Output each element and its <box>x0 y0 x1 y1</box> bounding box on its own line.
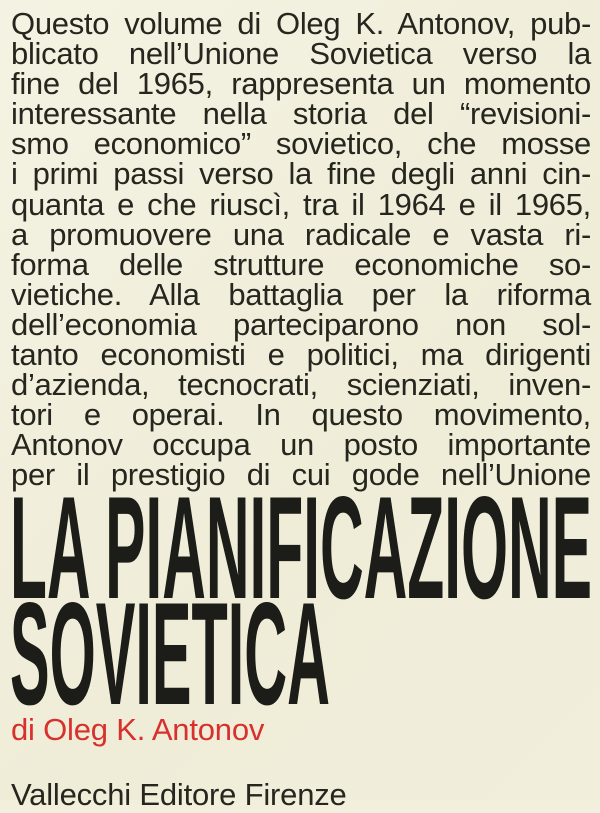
blurb-line: vietiche. Alla battaglia per la riforma <box>11 276 591 312</box>
blurb-line: d’azienda, tecnocrati, scienziati, inven- <box>11 367 591 403</box>
blurb-line: blicato nell’Unione Sovietica verso la <box>11 36 591 72</box>
blurb-line: tori e operai. In questo movimento, <box>11 397 591 433</box>
blurb-line: fine del 1965, rappresenta un momento <box>11 66 591 102</box>
author-name: di Oleg K. Antonov <box>11 712 265 747</box>
blurb-line: per il prestigio di cui gode nell’Unione <box>11 457 591 493</box>
blurb-line: quanta e che riuscì, tra il 1964 e il 1965, <box>11 186 591 222</box>
blurb-line: smo economico” sovietico, che mosse <box>11 126 591 162</box>
blurb-line: i primi passi verso la fine degli anni cin- <box>11 156 591 192</box>
blurb-line: Antonov occupa un posto importante <box>11 427 591 463</box>
title-line-2: SOVIETICA <box>10 572 330 735</box>
blurb-line: forma delle strutture economiche so- <box>11 246 591 282</box>
blurb-line: Questo volume di Oleg K. Antonov, pub- <box>11 6 591 41</box>
blurb-line: dell’economia parteciparono non sol- <box>11 306 591 342</box>
blurb-line: a promuovere una radicale e vasta ri- <box>11 216 591 252</box>
publisher-name: Vallecchi Editore Firenze <box>11 777 347 812</box>
title-line-1: LA PIANIFICAZIONE <box>10 466 592 629</box>
blurb-line: interessante nella storia del “revisioni- <box>11 96 591 132</box>
blurb-line: tanto economisti e politici, ma dirigenti <box>11 337 591 373</box>
